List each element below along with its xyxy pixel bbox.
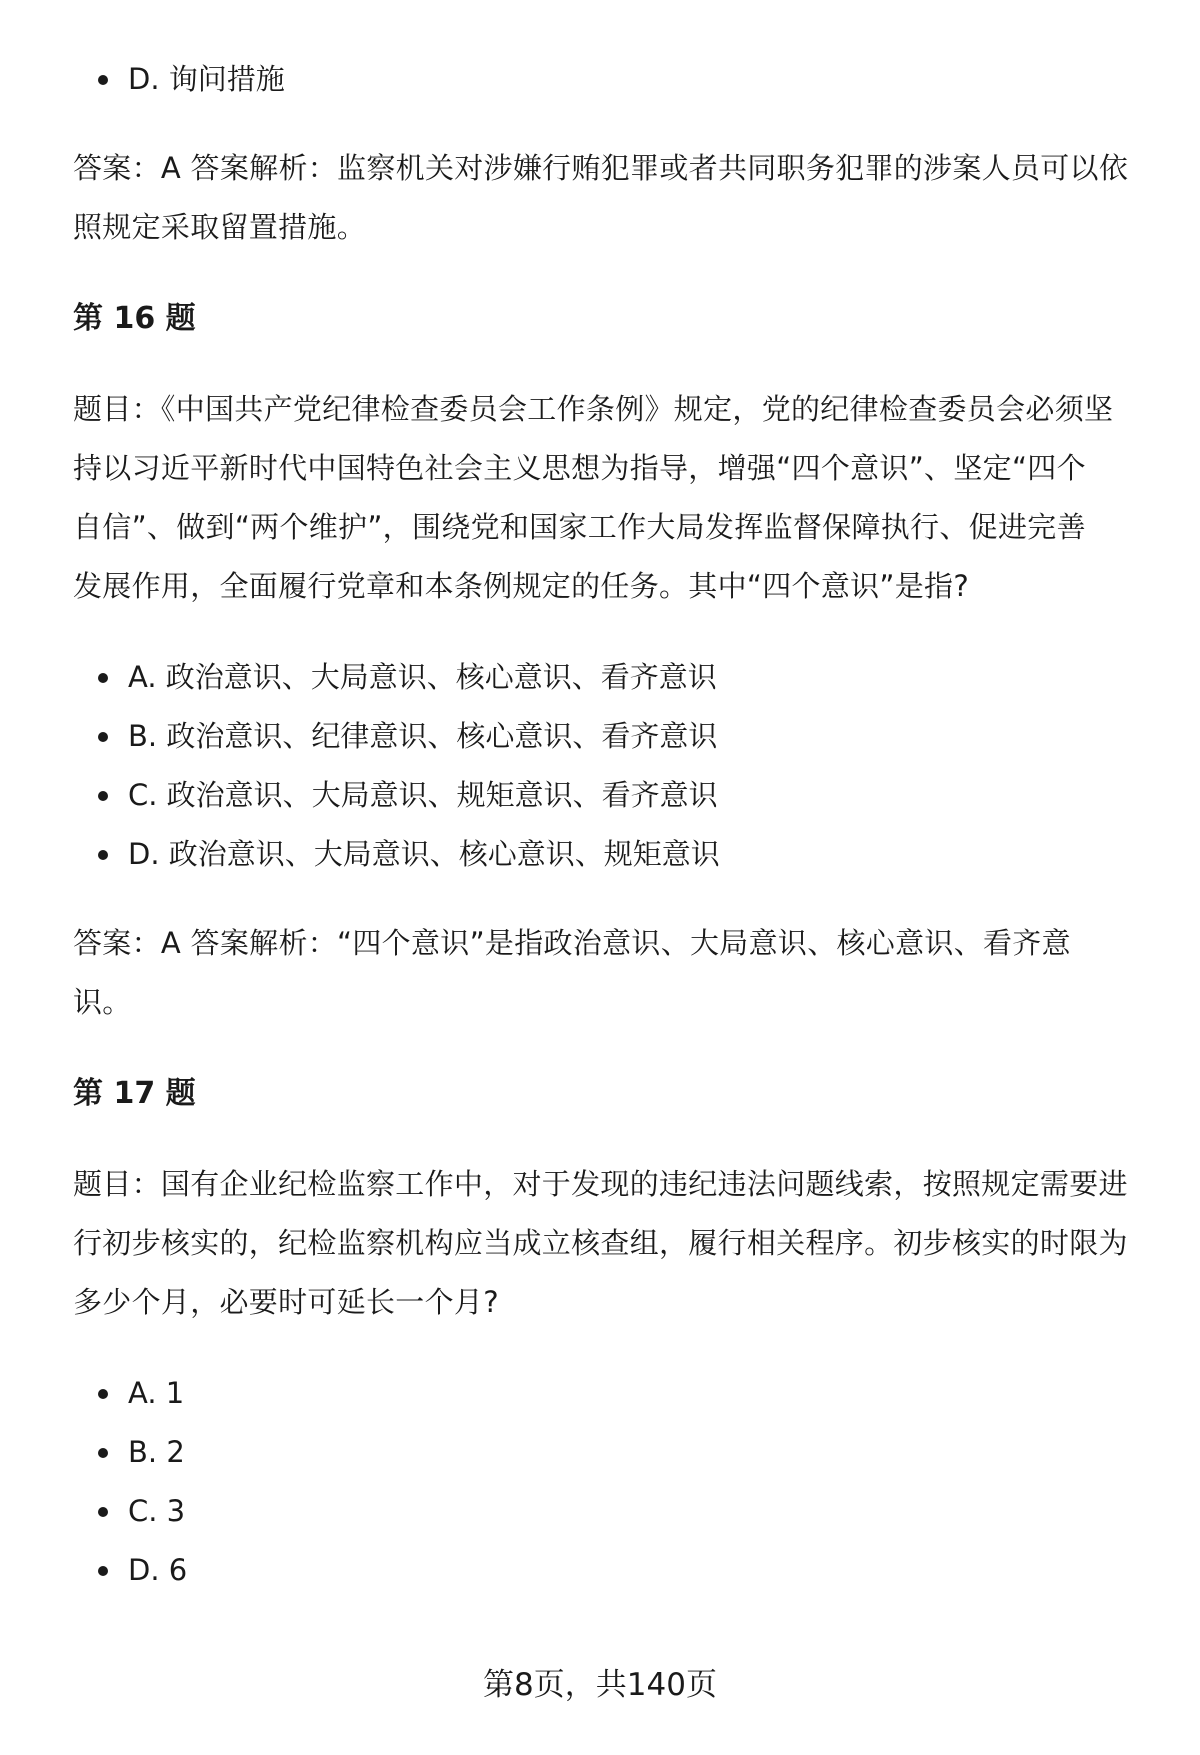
page-footer: 第8页，共140页: [483, 1667, 717, 1703]
question-16-text: [73, 380, 1153, 616]
question-16-answer: [73, 914, 1153, 1032]
option-item: D. 询问措施: [73, 50, 1153, 109]
answer-line: 识。: [73, 985, 132, 1019]
question-line: 行初步核实的，纪检监察机构应当成立核查组，履行相关程序。初步核实的时限为: [73, 1226, 1128, 1260]
document-content: [73, 50, 1153, 1600]
prev-answer: [73, 139, 1153, 257]
question-line: 持以习近平新时代中国特色社会主义思想为指导，增强“四个意识”、坚定“四个: [73, 451, 1086, 485]
option-item: C. 3: [73, 1482, 1153, 1541]
bullet-icon: [98, 673, 108, 683]
option-item: B. 2: [73, 1423, 1153, 1482]
bullet-icon: [98, 75, 108, 85]
question-16-options: [73, 648, 1153, 884]
bullet-icon: [98, 1566, 108, 1576]
question-line: 题目：《中国共产党纪律检查委员会工作条例》规定，党的纪律检查委员会必须坚: [73, 392, 1114, 426]
option-item: B. 政治意识、纪律意识、核心意识、看齐意识: [73, 707, 1153, 766]
option-item: D. 政治意识、大局意识、核心意识、规矩意识: [73, 825, 1153, 884]
option-item: C. 政治意识、大局意识、规矩意识、看齐意识: [73, 766, 1153, 825]
question-17-heading: 第 17 题: [73, 1076, 196, 1111]
answer-line: 照规定采取留置措施。: [73, 210, 367, 244]
option-item: A. 1: [73, 1364, 1153, 1423]
bullet-icon: [98, 791, 108, 801]
answer-line: 答案：A 答案解析：监察机关对涉嫌行贿犯罪或者共同职务犯罪的涉案人员可以依: [73, 151, 1129, 185]
question-line: 题目：国有企业纪检监察工作中，对于发现的违纪违法问题线索，按照规定需要进: [73, 1167, 1128, 1201]
option-item: A. 政治意识、大局意识、核心意识、看齐意识: [73, 648, 1153, 707]
prev-question-options: [73, 50, 1153, 109]
bullet-icon: [98, 732, 108, 742]
bullet-icon: [98, 850, 108, 860]
option-item: D. 6: [73, 1541, 1153, 1600]
question-16-heading: 第 16 题: [73, 301, 196, 336]
question-17-options: [73, 1364, 1153, 1600]
question-line: 发展作用，全面履行党章和本条例规定的任务。其中“四个意识”是指?: [73, 569, 970, 603]
bullet-icon: [98, 1448, 108, 1458]
question-line: 多少个月，必要时可延长一个月?: [73, 1285, 499, 1319]
bullet-icon: [98, 1507, 108, 1517]
question-17-text: [73, 1155, 1153, 1332]
question-line: 自信”、做到“两个维护”，围绕党和国家工作大局发挥监督保障执行、促进完善: [73, 510, 1086, 544]
answer-line: 答案：A 答案解析：“四个意识”是指政治意识、大局意识、核心意识、看齐意: [73, 926, 1071, 960]
bullet-icon: [98, 1389, 108, 1399]
